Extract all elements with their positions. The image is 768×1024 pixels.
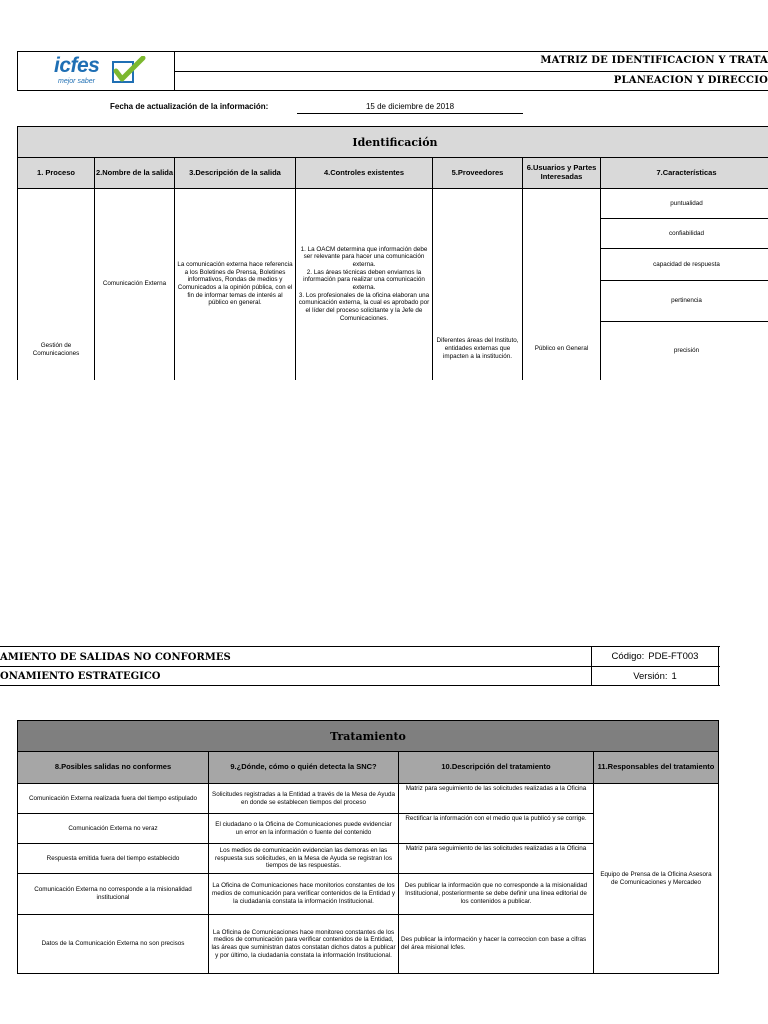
col-header-nombre-salida: 2.Nombre de la salida — [94, 157, 175, 189]
table-row-tratamiento: Matriz para seguimiento de las solicitudes realizadas a la Oficina — [398, 783, 594, 814]
col-header-descripcion: 3.Descripción de la salida — [174, 157, 296, 189]
col-header-descripcion-tratamiento: 10.Descripción del tratamiento — [398, 751, 594, 784]
table-row-deteccion: La Oficina de Comunicaciones hace monitorios constantes de los medios de comunicación para verificar contenidos de la Entidad y la ciudadanía constata la información Institucional. — [208, 873, 399, 915]
header-divider-horizontal — [174, 71, 768, 72]
table-row-salida: Comunicación Externa no veraz — [17, 813, 209, 844]
caracteristica-item: puntualidad — [600, 188, 768, 219]
table-row-deteccion: Los medios de comunicación evidencian las demoras en las respuesta sus solicitudes, en la Mesa de Ayuda se registran los tiempos de las respuestas. — [208, 843, 399, 874]
caracteristica-item: capacidad de respuesta — [600, 248, 768, 281]
col-header-salidas-no-conformes: 8.Posibles salidas no conformes — [17, 751, 209, 784]
table-row-salida: Comunicación Externa realizada fuera del tiempo estipulado — [17, 783, 209, 814]
caracteristica-item: pertinencia — [600, 280, 768, 322]
caracteristica-item: confiabilidad — [600, 218, 768, 249]
table-row-deteccion: Solicitudes registradas a la Entidad a través de la Mesa de Ayuda en donde se establecen tiempos del proceso — [208, 783, 399, 814]
codigo-label: Código: — [611, 651, 645, 662]
col-header-controles: 4.Controles existentes — [295, 157, 433, 189]
update-date-label: Fecha de actualización de la información: — [110, 102, 269, 111]
version-box — [591, 666, 719, 686]
codigo-box — [591, 646, 719, 667]
update-date-value: 15 de diciembre de 2018 — [297, 102, 523, 114]
table-row-tratamiento: Matriz para seguimiento de las solicitudes realizadas a la Oficina — [398, 843, 594, 874]
band-title-line2: ONAMIENTO ESTRATÉGICO — [0, 671, 161, 682]
tratamiento-section-title: Tratamiento — [17, 720, 719, 752]
col-header-deteccion: 9.¿Dónde, cómo o quién detecta la SNC? — [208, 751, 399, 784]
version-value: 1 — [671, 670, 677, 682]
identificacion-section-title: Identificación — [17, 126, 768, 158]
icfes-logo — [50, 54, 150, 90]
logo-brand: icfes — [54, 54, 100, 77]
table-row-tratamiento: Des publicar la información y hacer la correccion con base a cifras del área misional Icfes. — [398, 914, 594, 974]
usuarios-cell: Público en General — [534, 345, 589, 353]
responsables-cell: Equipo de Prensa de la Oficina Asesora de Comunicaciones y Mercadeo — [593, 783, 719, 974]
col-header-caracteristicas: 7.Características — [600, 157, 768, 189]
proveedores-cell: Diferentes áreas del Instituto, entidades externas que impacten a la institución. — [436, 337, 519, 360]
logo-tagline: mejor saber — [58, 78, 95, 85]
col-header-responsables: 11.Responsables del tratamiento — [593, 751, 719, 784]
proceso-cell: Gestión de Comunicaciones — [32, 342, 80, 357]
header-title-line1: MATRIZ DE IDENTIFICACIÓN Y TRATA — [540, 55, 768, 66]
band-title-line1: AMIENTO DE SALIDAS NO CONFORMES — [0, 652, 231, 663]
checkmark-icon — [112, 56, 146, 84]
descripcion-cell: La comunicación externa hace referencia a los Boletines de Prensa, Boletines informativos, Rondas de medios y Comunicados a la opinión pública, con el fin de informar temas de interés al público en general. — [177, 260, 293, 307]
table-row-deteccion: La Oficina de Comunicaciones hace monitoreo constantes de los medios de comunicación para verificar contenidos de la Entidad, las áreas que suministran datos constatan dichos datos a publicar y por último, la ciudadanía constata la información Institucional. — [208, 914, 399, 974]
table-row-tratamiento: Des publicar la información que no corresponde a la misionalidad Institucional, posteriormente se debe definir una linea editorial de los contenidos a publicar. — [398, 873, 594, 915]
header-title-line2: PLANEACIÓN Y DIRECCIÓ — [613, 75, 768, 86]
codigo-value: PDE-FT003 — [648, 651, 699, 662]
table-row-salida: Datos de la Comunicación Externa no son precisos — [17, 914, 209, 974]
table-row-tratamiento: Rectificar la información con el medio que la publicó y se corrige. — [398, 813, 594, 844]
version-label: Versión: — [633, 670, 668, 682]
table-row-salida: Comunicación Externa no corresponde a la misionalidad institucional — [17, 873, 209, 915]
controles-cell: 1. La OACM determina que información debe ser relevante para hacer una comunicación externa. 2. Las áreas técnicas deben enviarnos la información para realizar una comunicación externa. 3. Los profesionales de la oficina elaboran una comunicación externa, la cual es aprobado por el líder del proceso solicitante y la Jefe de Comunicaciones. — [298, 245, 430, 322]
col-header-usuarios: 6.Usuarios y Partes Interesadas — [522, 157, 601, 189]
caracteristica-item: precisión — [600, 321, 768, 379]
table-row-salida: Respuesta emitida fuera del tiempo establecido — [17, 843, 209, 874]
nombre-salida-cell: Comunicación Externa — [102, 280, 167, 288]
table-row-deteccion: El ciudadano o la Oficina de Comunicaciones puede evidenciar un error en la información o fuente del contenido — [208, 813, 399, 844]
col-header-proveedores: 5.Proveedores — [432, 157, 523, 189]
col-header-proceso: 1. Proceso — [17, 157, 95, 189]
